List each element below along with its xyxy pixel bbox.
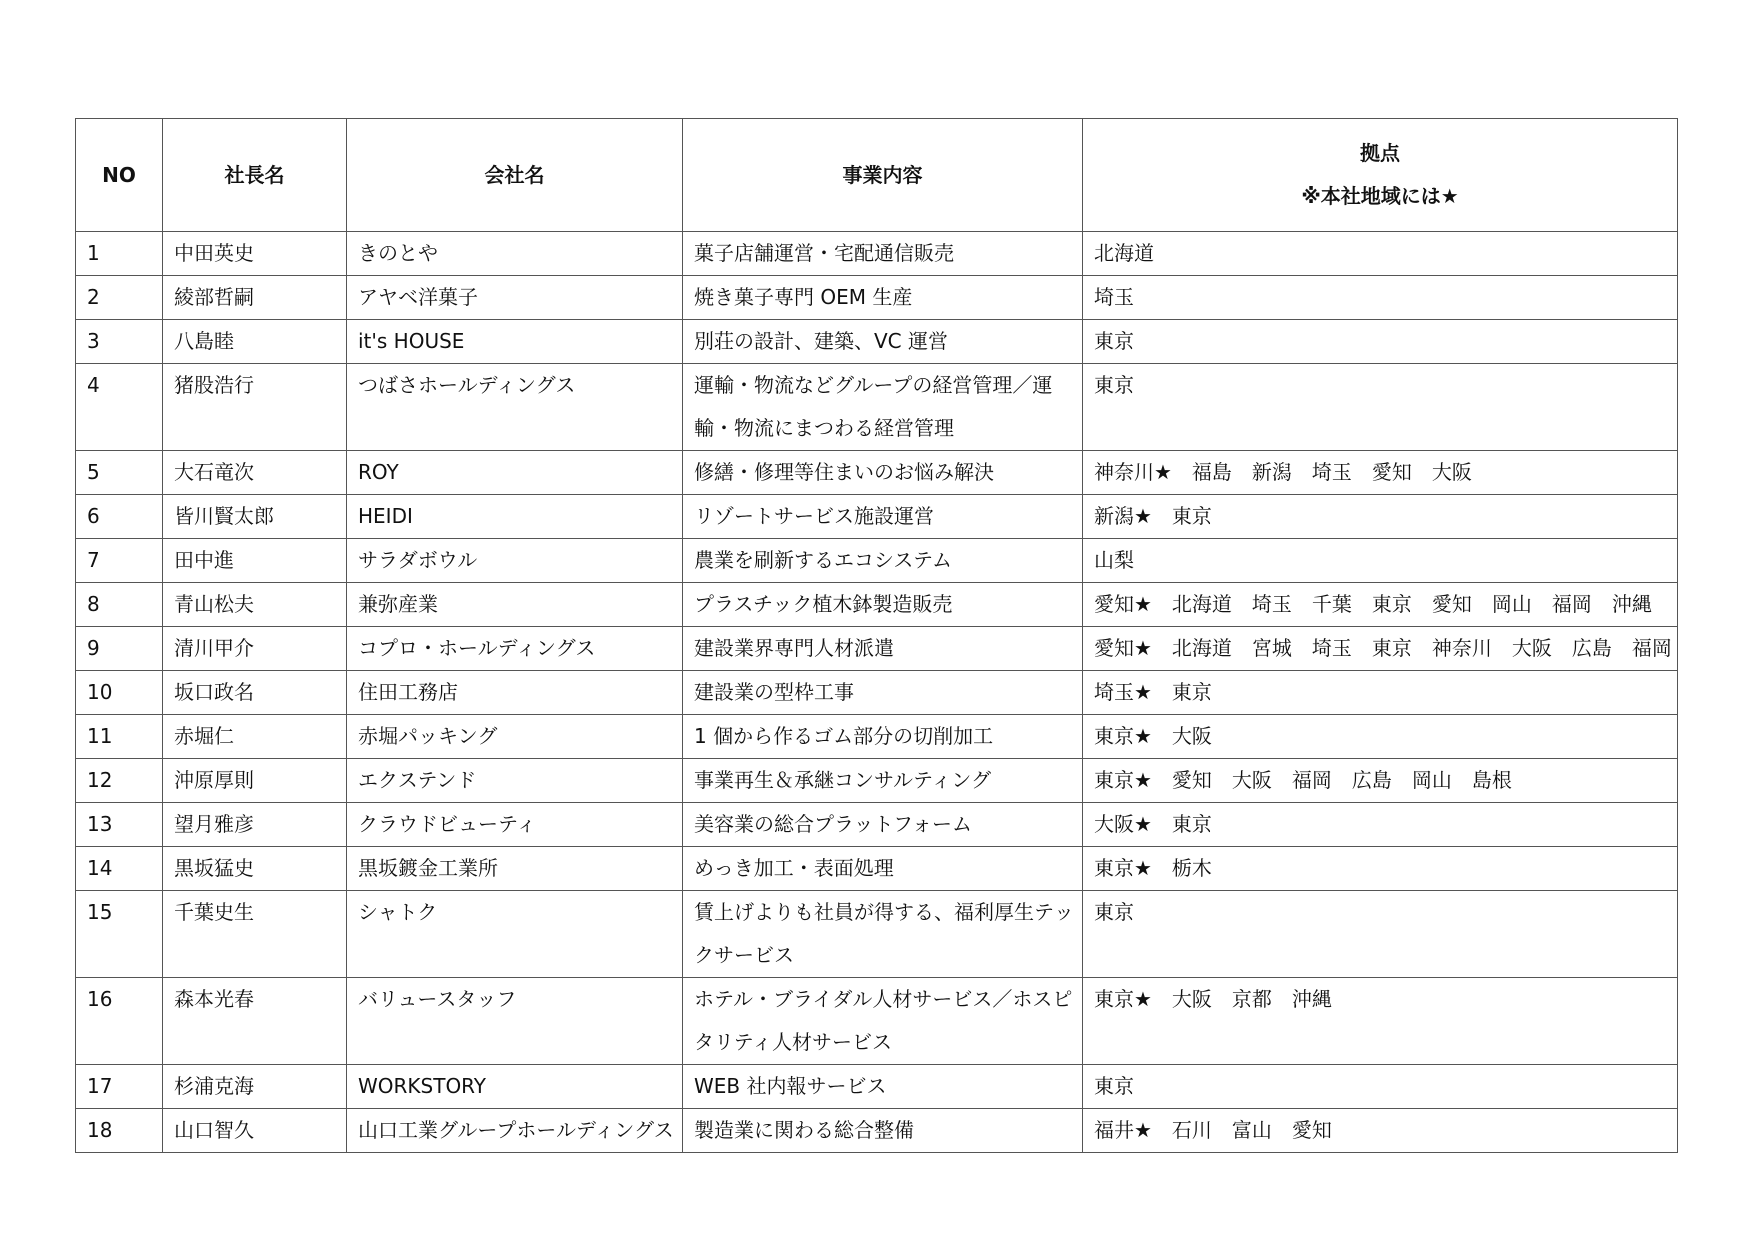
- cell-company-name: サラダボウル: [347, 539, 683, 583]
- cell-no: 4: [76, 364, 163, 451]
- table-row: [76, 364, 1678, 451]
- cell-no: 1: [76, 232, 163, 276]
- cell-business: 運輸・物流などグループの経営管理／運輸・物流にまつわる経営管理: [683, 364, 1083, 451]
- header-location-note: ※本社地域には★: [1301, 184, 1459, 208]
- cell-location: 埼玉: [1083, 276, 1678, 320]
- cell-business: 菓子店舗運営・宅配通信販売: [683, 232, 1083, 276]
- cell-no: 18: [76, 1109, 163, 1153]
- cell-company-name: つばさホールディングス: [347, 364, 683, 451]
- cell-location: 山梨: [1083, 539, 1678, 583]
- cell-business: 美容業の総合プラットフォーム: [683, 803, 1083, 847]
- table-row: [76, 978, 1678, 1065]
- cell-ceo-name: 千葉史生: [163, 891, 347, 978]
- cell-company-name: WORKSTORY: [347, 1065, 683, 1109]
- cell-business: 事業再生＆承継コンサルティング: [683, 759, 1083, 803]
- cell-no: 12: [76, 759, 163, 803]
- cell-no: 3: [76, 320, 163, 364]
- cell-location: 大阪★ 東京: [1083, 803, 1678, 847]
- cell-company-name: シャトク: [347, 891, 683, 978]
- cell-company-name: 赤堀パッキング: [347, 715, 683, 759]
- cell-ceo-name: 大石竜次: [163, 451, 347, 495]
- cell-business: 修繕・修理等住まいのお悩み解決: [683, 451, 1083, 495]
- cell-location: 埼玉★ 東京: [1083, 671, 1678, 715]
- header-no: NO: [76, 119, 163, 232]
- cell-no: 10: [76, 671, 163, 715]
- cell-business: めっき加工・表面処理: [683, 847, 1083, 891]
- cell-company-name: エクステンド: [347, 759, 683, 803]
- cell-ceo-name: 望月雅彦: [163, 803, 347, 847]
- table-row: [76, 232, 1678, 276]
- company-table: [75, 118, 1678, 1153]
- cell-business: 焼き菓子専門 OEM 生産: [683, 276, 1083, 320]
- table-row: [76, 495, 1678, 539]
- table-row: [76, 671, 1678, 715]
- cell-business: 建設業の型枠工事: [683, 671, 1083, 715]
- cell-ceo-name: 黒坂猛史: [163, 847, 347, 891]
- cell-company-name: コプロ・ホールディングス: [347, 627, 683, 671]
- table-header-row: [76, 119, 1678, 232]
- header-ceo-name: 社長名: [163, 119, 347, 232]
- cell-company-name: きのとや: [347, 232, 683, 276]
- cell-ceo-name: 杉浦克海: [163, 1065, 347, 1109]
- cell-no: 13: [76, 803, 163, 847]
- cell-location: 東京: [1083, 891, 1678, 978]
- cell-location: 東京: [1083, 364, 1678, 451]
- cell-no: 5: [76, 451, 163, 495]
- cell-no: 14: [76, 847, 163, 891]
- cell-business: WEB 社内報サービス: [683, 1065, 1083, 1109]
- cell-ceo-name: 赤堀仁: [163, 715, 347, 759]
- table-row: [76, 1065, 1678, 1109]
- header-location: [1083, 119, 1678, 232]
- cell-business: 賃上げよりも社員が得する、福利厚生テックサービス: [683, 891, 1083, 978]
- cell-company-name: ROY: [347, 451, 683, 495]
- cell-location: 北海道: [1083, 232, 1678, 276]
- cell-location: 東京: [1083, 320, 1678, 364]
- cell-ceo-name: 青山松夫: [163, 583, 347, 627]
- table-row: [76, 276, 1678, 320]
- table-row: [76, 583, 1678, 627]
- cell-ceo-name: 田中進: [163, 539, 347, 583]
- cell-company-name: バリュースタッフ: [347, 978, 683, 1065]
- cell-ceo-name: 坂口政名: [163, 671, 347, 715]
- cell-location: 東京★ 愛知 大阪 福岡 広島 岡山 島根: [1083, 759, 1678, 803]
- header-company-name: 会社名: [347, 119, 683, 232]
- cell-location: 神奈川★ 福島 新潟 埼玉 愛知 大阪: [1083, 451, 1678, 495]
- cell-business: 建設業界専門人材派遣: [683, 627, 1083, 671]
- cell-location: 東京★ 栃木: [1083, 847, 1678, 891]
- cell-business: 製造業に関わる総合整備: [683, 1109, 1083, 1153]
- table-row: [76, 803, 1678, 847]
- cell-no: 9: [76, 627, 163, 671]
- cell-location: 新潟★ 東京: [1083, 495, 1678, 539]
- company-list-document: [75, 118, 1677, 1153]
- cell-no: 2: [76, 276, 163, 320]
- cell-no: 6: [76, 495, 163, 539]
- cell-company-name: 住田工務店: [347, 671, 683, 715]
- cell-ceo-name: 中田英史: [163, 232, 347, 276]
- cell-location: 東京★ 大阪: [1083, 715, 1678, 759]
- table-row: [76, 320, 1678, 364]
- table-body: [76, 232, 1678, 1153]
- cell-ceo-name: 八島睦: [163, 320, 347, 364]
- cell-company-name: 山口工業グループホールディングス: [347, 1109, 683, 1153]
- cell-ceo-name: 山口智久: [163, 1109, 347, 1153]
- header-business: 事業内容: [683, 119, 1083, 232]
- cell-location: 愛知★ 北海道 埼玉 千葉 東京 愛知 岡山 福岡 沖縄: [1083, 583, 1678, 627]
- cell-company-name: 黒坂鍍金工業所: [347, 847, 683, 891]
- header-location-label: 拠点: [1360, 141, 1400, 165]
- table-row: [76, 627, 1678, 671]
- cell-company-name: 兼弥産業: [347, 583, 683, 627]
- cell-ceo-name: 森本光春: [163, 978, 347, 1065]
- cell-company-name: アヤベ洋菓子: [347, 276, 683, 320]
- table-row: [76, 715, 1678, 759]
- cell-location: 東京★ 大阪 京都 沖縄: [1083, 978, 1678, 1065]
- cell-company-name: クラウドビューティ: [347, 803, 683, 847]
- cell-business: 別荘の設計、建築、VC 運営: [683, 320, 1083, 364]
- cell-no: 16: [76, 978, 163, 1065]
- table-row: [76, 539, 1678, 583]
- cell-business: 1 個から作るゴム部分の切削加工: [683, 715, 1083, 759]
- table-row: [76, 451, 1678, 495]
- cell-business: ホテル・ブライダル人材サービス／ホスピタリティ人材サービス: [683, 978, 1083, 1065]
- cell-location: 東京: [1083, 1065, 1678, 1109]
- cell-company-name: HEIDI: [347, 495, 683, 539]
- cell-ceo-name: 猪股浩行: [163, 364, 347, 451]
- cell-no: 11: [76, 715, 163, 759]
- table-row: [76, 847, 1678, 891]
- cell-company-name: it's HOUSE: [347, 320, 683, 364]
- cell-no: 8: [76, 583, 163, 627]
- cell-no: 7: [76, 539, 163, 583]
- cell-ceo-name: 綾部哲嗣: [163, 276, 347, 320]
- cell-business: 農業を刷新するエコシステム: [683, 539, 1083, 583]
- cell-location: 愛知★ 北海道 宮城 埼玉 東京 神奈川 大阪 広島 福岡: [1083, 627, 1678, 671]
- cell-no: 17: [76, 1065, 163, 1109]
- cell-business: リゾートサービス施設運営: [683, 495, 1083, 539]
- cell-ceo-name: 皆川賢太郎: [163, 495, 347, 539]
- table-row: [76, 759, 1678, 803]
- cell-no: 15: [76, 891, 163, 978]
- cell-ceo-name: 清川甲介: [163, 627, 347, 671]
- table-row: [76, 891, 1678, 978]
- cell-business: プラスチック植木鉢製造販売: [683, 583, 1083, 627]
- table-row: [76, 1109, 1678, 1153]
- cell-location: 福井★ 石川 富山 愛知: [1083, 1109, 1678, 1153]
- cell-ceo-name: 沖原厚則: [163, 759, 347, 803]
